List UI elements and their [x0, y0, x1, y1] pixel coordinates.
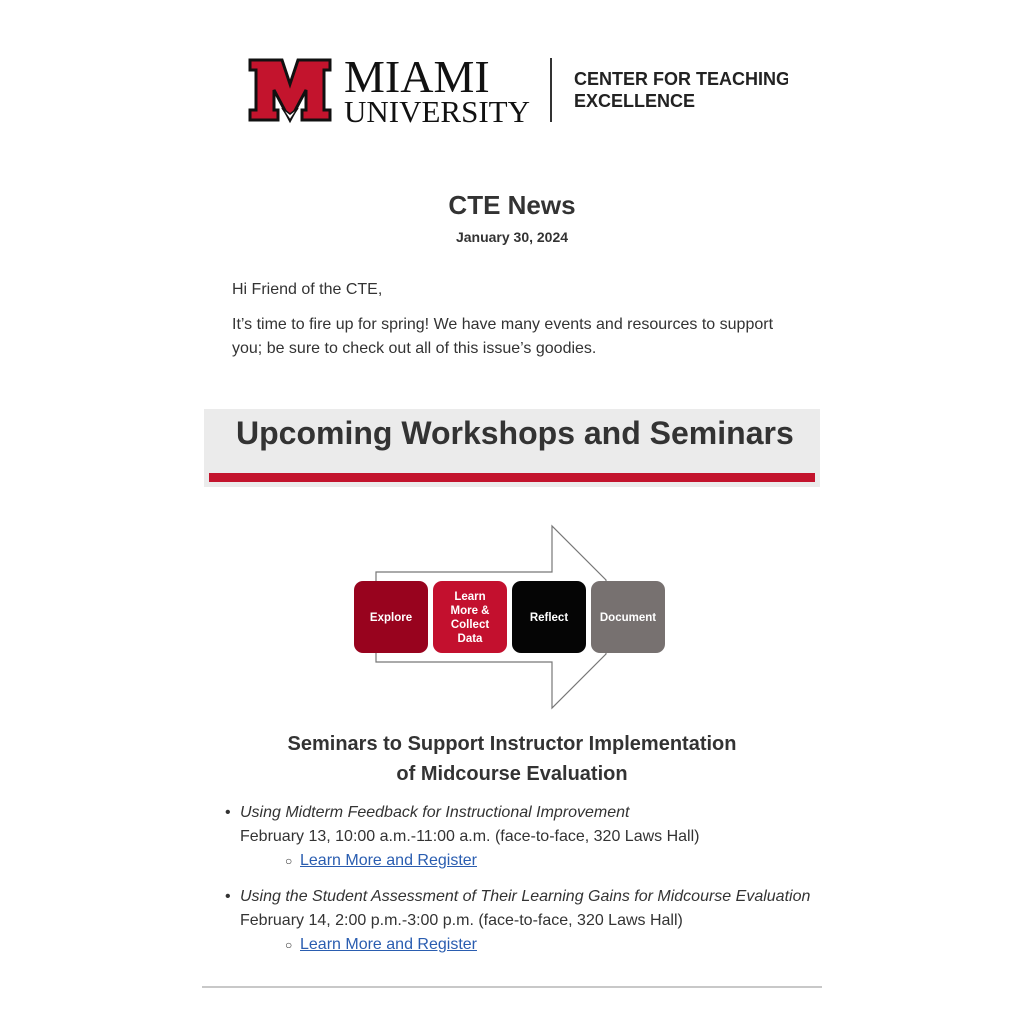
logo-university-text: UNIVERSITY — [344, 94, 530, 126]
step-label: Reflect — [529, 612, 569, 624]
register-link[interactable]: Learn More and Register — [300, 852, 477, 869]
step-label: Learn More & Collect Data — [450, 591, 490, 645]
logo-miami-text: MIAMI — [344, 54, 490, 102]
newsletter-date: January 30, 2024 — [455, 229, 569, 245]
seminar-details: February 14, 2:00 p.m.-3:00 p.m. (face-to-face, 320 Laws Hall) — [240, 912, 683, 929]
process-diagram — [350, 522, 670, 712]
seminar-name: Using Midterm Feedback for Instructional Improvement — [240, 804, 630, 821]
intro-text: It’s time to fire up for spring! We have many events and resources to support you; be sure to check out all of this issue’s goodies. — [232, 316, 774, 357]
section-banner — [204, 409, 820, 487]
seminar-list — [225, 801, 840, 969]
register-link[interactable]: Learn More and Register — [300, 936, 477, 953]
seminar-name: Using the Student Assessment of Their Learning Gains for Midcourse Evaluation — [240, 888, 811, 905]
seminar-details: February 13, 10:00 a.m.-11:00 a.m. (face-to-face, 320 Laws Hall) — [240, 828, 700, 845]
logo-cte-line1: CENTER FOR TEACHING — [574, 69, 788, 89]
section-title: Upcoming Workshops and Seminars — [236, 415, 794, 451]
seminar-item: • Using the Student Assessment of Their Learning Gains for Midcourse Evaluation February 14, 2:00 p.m.-3:00 p.m. (face-to-face, 320 Laws Hall) ○ Learn More and Register — [240, 885, 840, 957]
step-label: Document — [599, 612, 657, 624]
divider — [202, 986, 822, 988]
greeting: Hi Friend of the CTE, — [232, 281, 383, 298]
step-label: Explore — [369, 612, 413, 624]
miami-m-logo-icon — [250, 60, 330, 120]
seminar-item: • Using Midterm Feedback for Instructional Improvement February 13, 10:00 a.m.-11:00 a.m. (face-to-face, 320 Laws Hall) ○ Learn More and Register — [240, 801, 840, 873]
newsletter-title: CTE News — [448, 190, 576, 220]
section-accent-bar — [209, 473, 815, 482]
seminars-title: Seminars to Support Instructor Implementation of Midcourse Evaluation — [287, 733, 737, 785]
miami-cte-logo — [248, 54, 788, 126]
logo-cte-line2: EXCELLENCE — [574, 91, 696, 111]
